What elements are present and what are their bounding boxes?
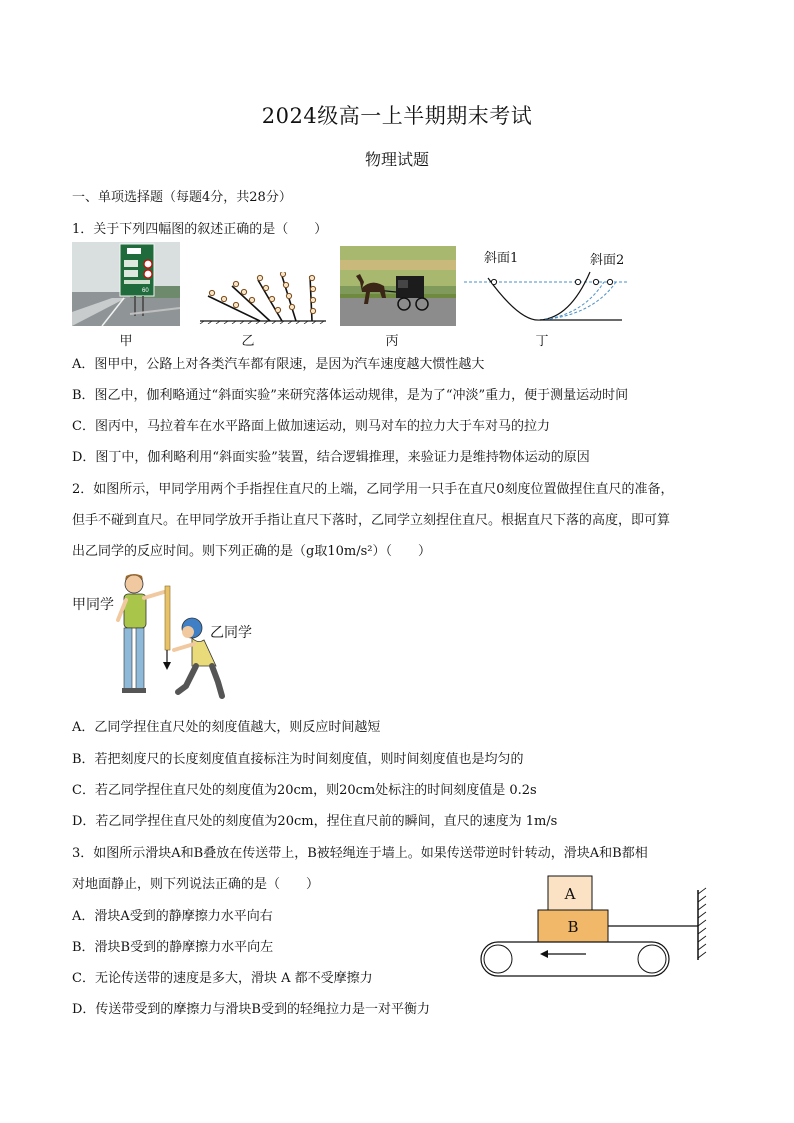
q1-caption-jia: 甲 xyxy=(119,334,133,349)
q2-stem-line-3: 出乙同学的反应时间。则下列正确的是（g取10m/s²）（ ） xyxy=(72,544,431,559)
q3-option-b: B．滑块B受到的静摩擦力水平向左 xyxy=(72,940,274,955)
q1-caption-yi: 乙 xyxy=(241,334,255,349)
q1-figure-bing xyxy=(340,246,456,326)
sign-number: 60 xyxy=(142,288,149,294)
q2-option-b: B．若把刻度尺的长度刻度值直接标注为时间刻度值，则时间刻度值也是均匀的 xyxy=(72,752,524,767)
exam-subtitle: 物理试题 xyxy=(364,150,429,169)
section-heading: 一、单项选择题（每题4分，共28分） xyxy=(72,190,292,205)
q2-figure xyxy=(112,570,232,700)
belt-direction-arrow xyxy=(540,950,548,958)
q3-option-a: A．滑块A受到的静摩擦力水平向右 xyxy=(72,909,273,924)
q2-option-a: A．乙同学捏住直尺处的刻度值越大，则反应时间越短 xyxy=(72,720,381,735)
q1-option-b: B．图乙中，伽利略通过“斜面实验”来研究落体运动规律，是为了“冲淡”重力，便于测量运动时间 xyxy=(72,388,629,403)
q2-option-d: D．若乙同学捏住直尺处的刻度值为20cm，捏住直尺前的瞬间，直尺的速度为 1m/s xyxy=(72,814,558,829)
slope2-label: 斜面2 xyxy=(590,253,625,268)
label-student-jia: 甲同学 xyxy=(72,597,114,613)
q3-stem-line-2: 对地面静止，则下列说法正确的是（ ） xyxy=(72,877,320,892)
q1-figure-jia xyxy=(72,242,180,326)
q1-caption-ding: 丁 xyxy=(535,334,549,349)
q1-option-a: A．图甲中，公路上对各类汽车都有限速，是因为汽车速度越大惯性越大 xyxy=(72,357,485,372)
block-b-label: B xyxy=(567,918,579,936)
slope1-label: 斜面1 xyxy=(484,251,519,266)
exam-title: 2024级高一上半期期末考试 xyxy=(261,104,533,128)
q2-option-c: C．若乙同学捏住直尺处的刻度值为20cm，则20cm处标注的时间刻度值是 0.2s xyxy=(72,783,537,798)
ruler xyxy=(165,586,170,650)
q2-stem-line-1: 2．如图所示，甲同学用两个手指捏住直尺的上端，乙同学用一只手在直尺0刻度位置做捏住直尺的准备， xyxy=(72,482,674,497)
block-a-label: A xyxy=(564,885,576,903)
q1-stem: 1．关于下列四幅图的叙述正确的是（ ） xyxy=(72,222,328,237)
q3-option-c: C．无论传送带的速度是多大，滑块 A 都不受摩擦力 xyxy=(72,971,373,986)
q2-stem-line-2: 但手不碰到直尺。在甲同学放开手指让直尺下落时，乙同学立刻捏住直尺。根据直尺下落的高度，即可算 xyxy=(72,513,671,528)
conveyor-belt xyxy=(481,942,669,976)
q1-figure-yi xyxy=(198,272,328,324)
q1-figure-ding xyxy=(464,246,628,324)
q1-caption-bing: 丙 xyxy=(385,334,399,349)
label-student-yi: 乙同学 xyxy=(210,625,252,641)
q1-option-d: D．图丁中，伽利略利用“斜面实验”装置，结合逻辑推理，来验证力是维持物体运动的原因 xyxy=(72,450,590,465)
q1-option-c: C．图丙中，马拉着车在水平路面上做加速运动，则马对车的拉力大于车对马的拉力 xyxy=(72,419,550,434)
q3-option-d: D．传送带受到的摩擦力与滑块B受到的轻绳拉力是一对平衡力 xyxy=(72,1002,430,1017)
q3-stem-line-1: 3．如图所示滑块A和B叠放在传送带上，B被轻绳连于墙上。如果传送带逆时针转动，滑块A和B都相 xyxy=(72,846,648,861)
q3-figure xyxy=(476,874,716,978)
